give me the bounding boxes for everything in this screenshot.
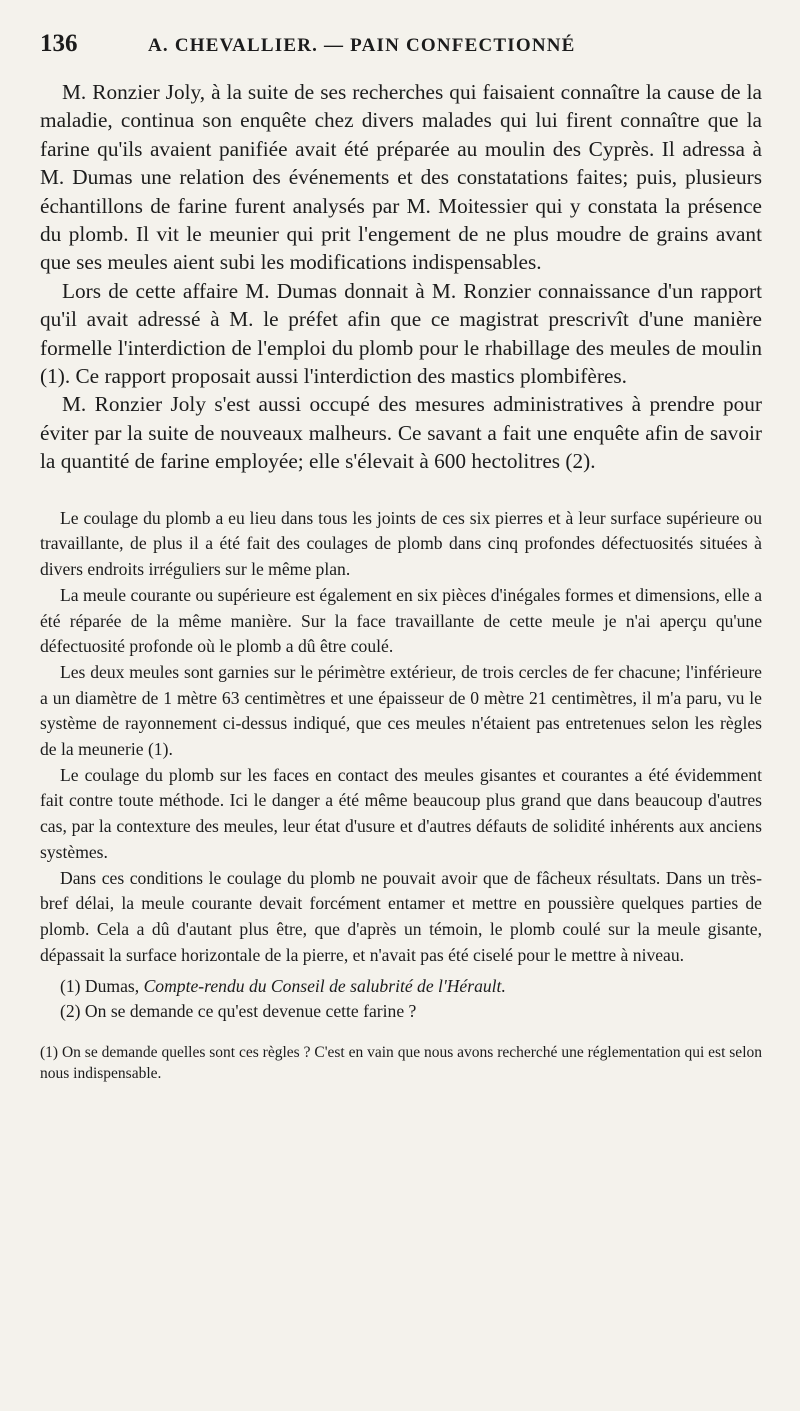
footnote-1-prefix: (1) Dumas, (60, 976, 144, 997)
page-footnote-text: (1) On se demande quelles sont ces règles ? C'est en vain que nous avons recherché une réglementation qui est selon nous indispensable. (40, 1044, 762, 1083)
paragraph: M. Ronzier Joly s'est aussi occupé des mesures administratives à prendre pour éviter par la suite de nouveaux malheurs. Ce savant a fait une enquête afin de savoir la quantité de farine employée; elle s'élevait à 600 hectolitres (2). (40, 392, 762, 474)
paragraph: Lors de cette affaire M. Dumas donnait à M. Ronzier connaissance d'un rapport qu'il avait adressé à M. le préfet afin que ce magistrat prescrivît d'une manière formelle l'interdiction de l'emploi du plomb pour le rhabillage des meules de moulin (1). Ce rapport proposait aussi l'interdiction des mastics plombifères. (40, 278, 762, 389)
page-header (40, 30, 762, 78)
book-page (40, 30, 762, 1390)
quoted-report (40, 506, 762, 969)
quoted-paragraph: La meule courante ou supérieure est également en six pièces d'inégales formes et dimensions, elle a été réparée de la même manière. Sur la face travaillante de cette meule je n'ai aperçu qu'une défectuosité profonde où le plomb a dû être coulé. (40, 584, 762, 657)
quoted-paragraph: Le coulage du plomb sur les faces en contact des meules gisantes et courantes a été évidemment fait contre toute méthode. Ici le danger a été même beaucoup plus grand que dans beaucoup d'autres cas, par la contexture des meules, leur état d'usure et d'autres défauts de solidité inhérents aux anciens systèmes. (40, 764, 762, 862)
quoted-paragraph: Le coulage du plomb a eu lieu dans tous les joints de ces six pierres et à leur surface supérieure ou travaillante, de plus il a été fait des coulages de plomb dans cinq profondes défectuosités situées à divers endroits irréguliers sur le même plan. (40, 507, 762, 580)
footnote-2: (2) On se demande ce qu'est devenue cette farine ? (60, 1001, 417, 1022)
footnotes (40, 974, 762, 1024)
running-head: A. CHEVALLIER. — PAIN CONFECTIONNÉ (148, 35, 576, 56)
main-text (40, 78, 762, 476)
paragraph: M. Ronzier Joly, à la suite de ses recherches qui faisaient connaître la cause de la maladie, continua son enquête chez divers malades qui lui firent connaître que la farine qu'ils avaient panifiée avait été préparée au moulin des Cyprès. Il adressa à M. Dumas une relation des événements et des constatations faites; puis, plusieurs échantillons de farine furent analysés par M. Moitessier qui y constata la présence du plomb. Il vit le meunier qui prit l'engement de ne plus moudre de grains avant que ses meules aient subi les modifications indispensables. (40, 80, 762, 275)
footnote-1 (40, 974, 762, 999)
footnote-1-title: Compte-rendu du Conseil de salubrité de l'Hérault. (143, 976, 506, 997)
quoted-paragraph: Dans ces conditions le coulage du plomb ne pouvait avoir que de fâcheux résultats. Dans un très-bref délai, la meule courante devait forcément entamer et mettre en poussière quelques parties de plomb. Cela a dû d'autant plus être, que d'après un témoin, le plomb coulé sur la meule gisante, dépassait la surface horizontale de la pierre, et n'avait pas été ciselé pour le mettre à niveau. (40, 867, 762, 965)
page-number: 136 (40, 30, 78, 57)
page-footnote (40, 1042, 762, 1084)
quoted-paragraph: Les deux meules sont garnies sur le périmètre extérieur, de trois cercles de fer chacune; l'inférieure a un diamètre de 1 mètre 63 centimètres et une épaisseur de 0 mètre 21 centimètres, il m'a paru, vu le système de rayonnement ci-dessus indiqué, que ces meules n'étaient pas entretenues selon les règles de la meunerie (1). (40, 661, 762, 760)
